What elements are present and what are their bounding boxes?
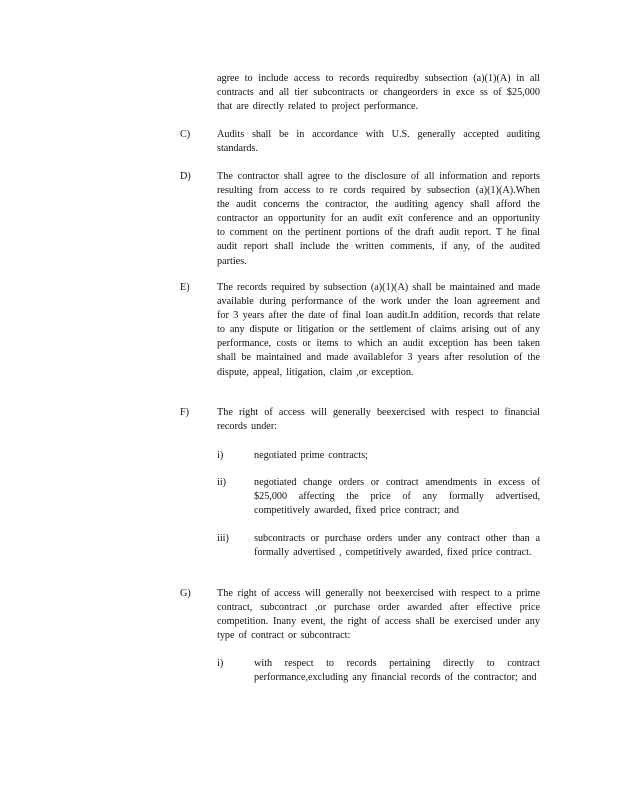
section-text-e: The records required by subsection (a)(1)(A) shall be maintained and made available during performance of the work under the loan agreement and for 3 years after the date of final loan audit.In addition, records that relate to any dispute or litigation or the settlement of claims arising out of any performance, costs or items to which an audit exception has been taken shall be maintained and made availablefor 3 years after resolution of the dispute, appeal, litigation, claim ,or exception. <box>217 282 540 378</box>
subitem-text-g-i: with respect to records pertaining directly to contract performance,excluding any financial records of the contractor; and <box>254 658 540 684</box>
section-label-e: E) <box>180 282 190 293</box>
section-label-g: G) <box>180 588 191 599</box>
subitem-label-f-ii: ii) <box>217 477 227 488</box>
subitem-text-f-i: negotiated prime contracts; <box>254 450 368 461</box>
subitem-label-f-i: i) <box>217 450 224 461</box>
subitem-text-f-ii: negotiated change orders or contract amendments in excess of $25,000 affecting the price of any formally advertised, competitively awarded, fixed price contract; and <box>254 477 540 517</box>
subitem-label-g-i: i) <box>217 658 224 669</box>
section-text-f: The right of access will generally beexercised with respect to financial records under: <box>217 407 540 433</box>
subitem-text-f-iii: subcontracts or purchase orders under any contract other than a formally advertised , competitively awarded, fixed price contract. <box>254 533 540 559</box>
subitem-label-f-iii: iii) <box>217 533 229 544</box>
continuation-paragraph: agree to include access to records requiredby subsection (a)(1)(A) in all contracts and all tier subcontracts or changeorders in exce ss of $25,000 that are directly related to project performance. <box>217 73 540 113</box>
section-label-d: D) <box>180 171 191 182</box>
section-text-d: The contractor shall agree to the disclosure of all information and reports resulting from access to re cords required by subsection (a)(1)(A).When the audit concerns the contractor, the auditing agency shall afford the contractor an opportunity for an audit exit conference and an opportunity to comment on the pertinent portions of the draft audit report. T he final audit report shall include the written comments, if any, of the audited parties. <box>217 171 540 267</box>
section-text-c: Audits shall be in accordance with U.S. generally accepted auditing standards. <box>217 129 540 155</box>
section-text-g: The right of access will generally not beexercised with respect to a prime contract, subcontract ,or purchase order awarded after effective price competition. Inany event, the right of access shall be exercised under any type of contract or subcontract: <box>217 588 540 642</box>
section-label-f: F) <box>180 407 190 418</box>
section-label-c: C) <box>180 129 191 140</box>
